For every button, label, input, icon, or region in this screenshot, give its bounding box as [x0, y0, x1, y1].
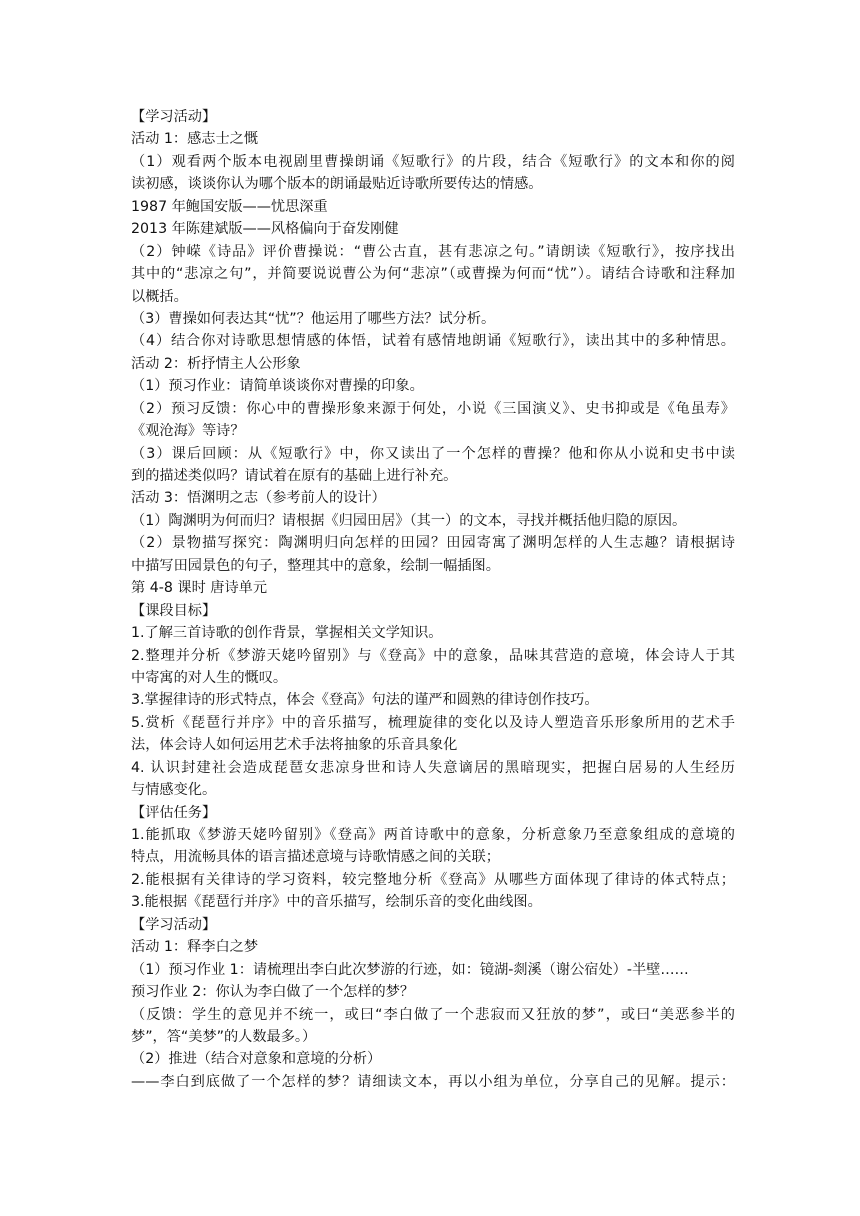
text-line: 2.能根据有关律诗的学习资料，较完整地分析《登高》从哪些方面体现了律诗的体式特点；	[131, 871, 735, 888]
text-line: 到的描述类似吗？请试着在原有的基础上进行补充。	[131, 468, 458, 484]
text-line: （2）景物描写探究：陶渊明归向怎样的田园？田园寄寓了渊明怎样的人生志趣？请根据诗	[131, 535, 735, 552]
text-line: 1987 年鲍国安版——忧思深重	[131, 198, 328, 215]
text-line: 第 4-8 课时 唐诗单元	[131, 580, 268, 597]
text-line: 3.掌握律诗的形式特点，体会《登高》句法的谨严和圆熟的律诗创作技巧。	[131, 692, 599, 709]
text-line: ——李白到底做了一个怎样的梦？请细读文本，再以小组为单位，分享自己的见解。提示：	[131, 1073, 735, 1090]
text-line: （1）陶渊明为何而归？请根据《归园田居》（其一）的文本，寻找并概括他归隐的原因。	[131, 512, 687, 529]
text-line: 1.了解三首诗歌的创作背景，掌握相关文学知识。	[131, 625, 443, 642]
text-line: 中描写田园景色的句子，整理其中的意象，绘制一幅插图。	[131, 557, 500, 574]
text-line: （1）预习作业：请简单谈谈你对曹操的印象。	[131, 378, 424, 395]
text-line: 4. 认识封建社会造成琵琶女悲凉身世和诗人失意谪居的黑暗现实，把握白居易的人生经历	[131, 759, 735, 776]
text-line: （3）曹操如何表达其“忧”？他运用了哪些方法？试分析。	[131, 310, 496, 327]
text-line: 【学习活动】	[131, 916, 217, 933]
text-line: 读初感，谈谈你认为哪个版本的朗诵最贴近诗歌所要传达的情感。	[131, 176, 543, 193]
text-line: （2）预习反馈：你心中的曹操形象来源于何处，小说《三国演义》、史书抑或是《龟虽寿》	[131, 400, 735, 417]
text-line: （4）结合你对诗歌思想情感的体悟，试着有感情地朗诵《短歌行》，读出其中的多种情思。	[131, 333, 735, 350]
text-line: （反馈：学生的意见并不统一，或曰“李白做了一个悲寂而又狂放的梦”，或曰“美恶参半的	[131, 1006, 735, 1023]
text-line: 2013 年陈建斌版——风格偏向于奋发刚健	[131, 221, 399, 238]
text-line: （2）钟嵘《诗品》评价曹操说：“曹公古直，甚有悲凉之句。”请朗读《短歌行》，按序找出	[131, 243, 735, 260]
text-line: 法，体会诗人如何运用艺术手法将抽象的乐音具象化	[131, 737, 458, 754]
text-line: 中寄寓的对人生的慨叹。	[131, 669, 288, 686]
text-line: 【学习活动】	[131, 109, 217, 125]
text-line: 预习作业 2：你认为李白做了一个怎样的梦？	[131, 984, 415, 1001]
text-line: 活动 1：感志士之慨	[131, 131, 259, 148]
text-line: 活动 2：析抒情主人公形象	[131, 355, 301, 372]
text-line: 3.能根据《琵琶行并序》中的音乐描写，绘制乐音的变化曲线图。	[131, 894, 542, 911]
text-line: 《观沧海》等诗？	[131, 423, 245, 440]
text-line: （2）推进（结合对意象和意境的分析）	[131, 1051, 382, 1068]
text-line: 梦”，答“美梦”的人数最多。）	[131, 1028, 317, 1045]
text-line: 与情感变化。	[131, 782, 217, 799]
text-line: （1）预习作业 1：请梳理出李白此次梦游的行迹，如：镜湖-剡溪（谢公宿处）-半壁……	[131, 961, 689, 978]
text-line: 1.能抓取《梦游天姥吟留别》《登高》两首诗歌中的意象，分析意象乃至意象组成的意境的	[131, 827, 735, 843]
text-line: 活动 3：悟渊明之志（参考前人的设计）	[131, 490, 386, 507]
text-line: 5.赏析《琵琶行并序》中的音乐描写，梳理旋律的变化以及诗人塑造音乐形象所用的艺术手	[131, 714, 735, 731]
text-line: （3）课后回顾：从《短歌行》中，你又读出了一个怎样的曹操？他和你从小说和史书中读	[131, 445, 735, 462]
text-line: 活动 1：释李白之梦	[131, 939, 259, 956]
text-line: 特点，用流畅具体的语言描述意境与诗歌情感之间的关联；	[131, 849, 500, 866]
text-line: 【课段目标】	[131, 602, 217, 619]
text-line: 其中的“悲凉之句”，并简要说说曹公为何“悲凉”（或曹操为何而“忧”）。请结合诗歌和注释加	[131, 266, 735, 283]
document-body	[131, 106, 735, 1093]
text-line: （1）观看两个版本电视剧里曹操朗诵《短歌行》的片段，结合《短歌行》的文本和你的阅	[131, 153, 735, 170]
text-line: 2.整理并分析《梦游天姥吟留别》与《登高》中的意象，品味其营造的意境，体会诗人于其	[131, 647, 735, 664]
text-line: 以概括。	[131, 288, 188, 305]
text-line: 【评估任务】	[131, 804, 217, 821]
